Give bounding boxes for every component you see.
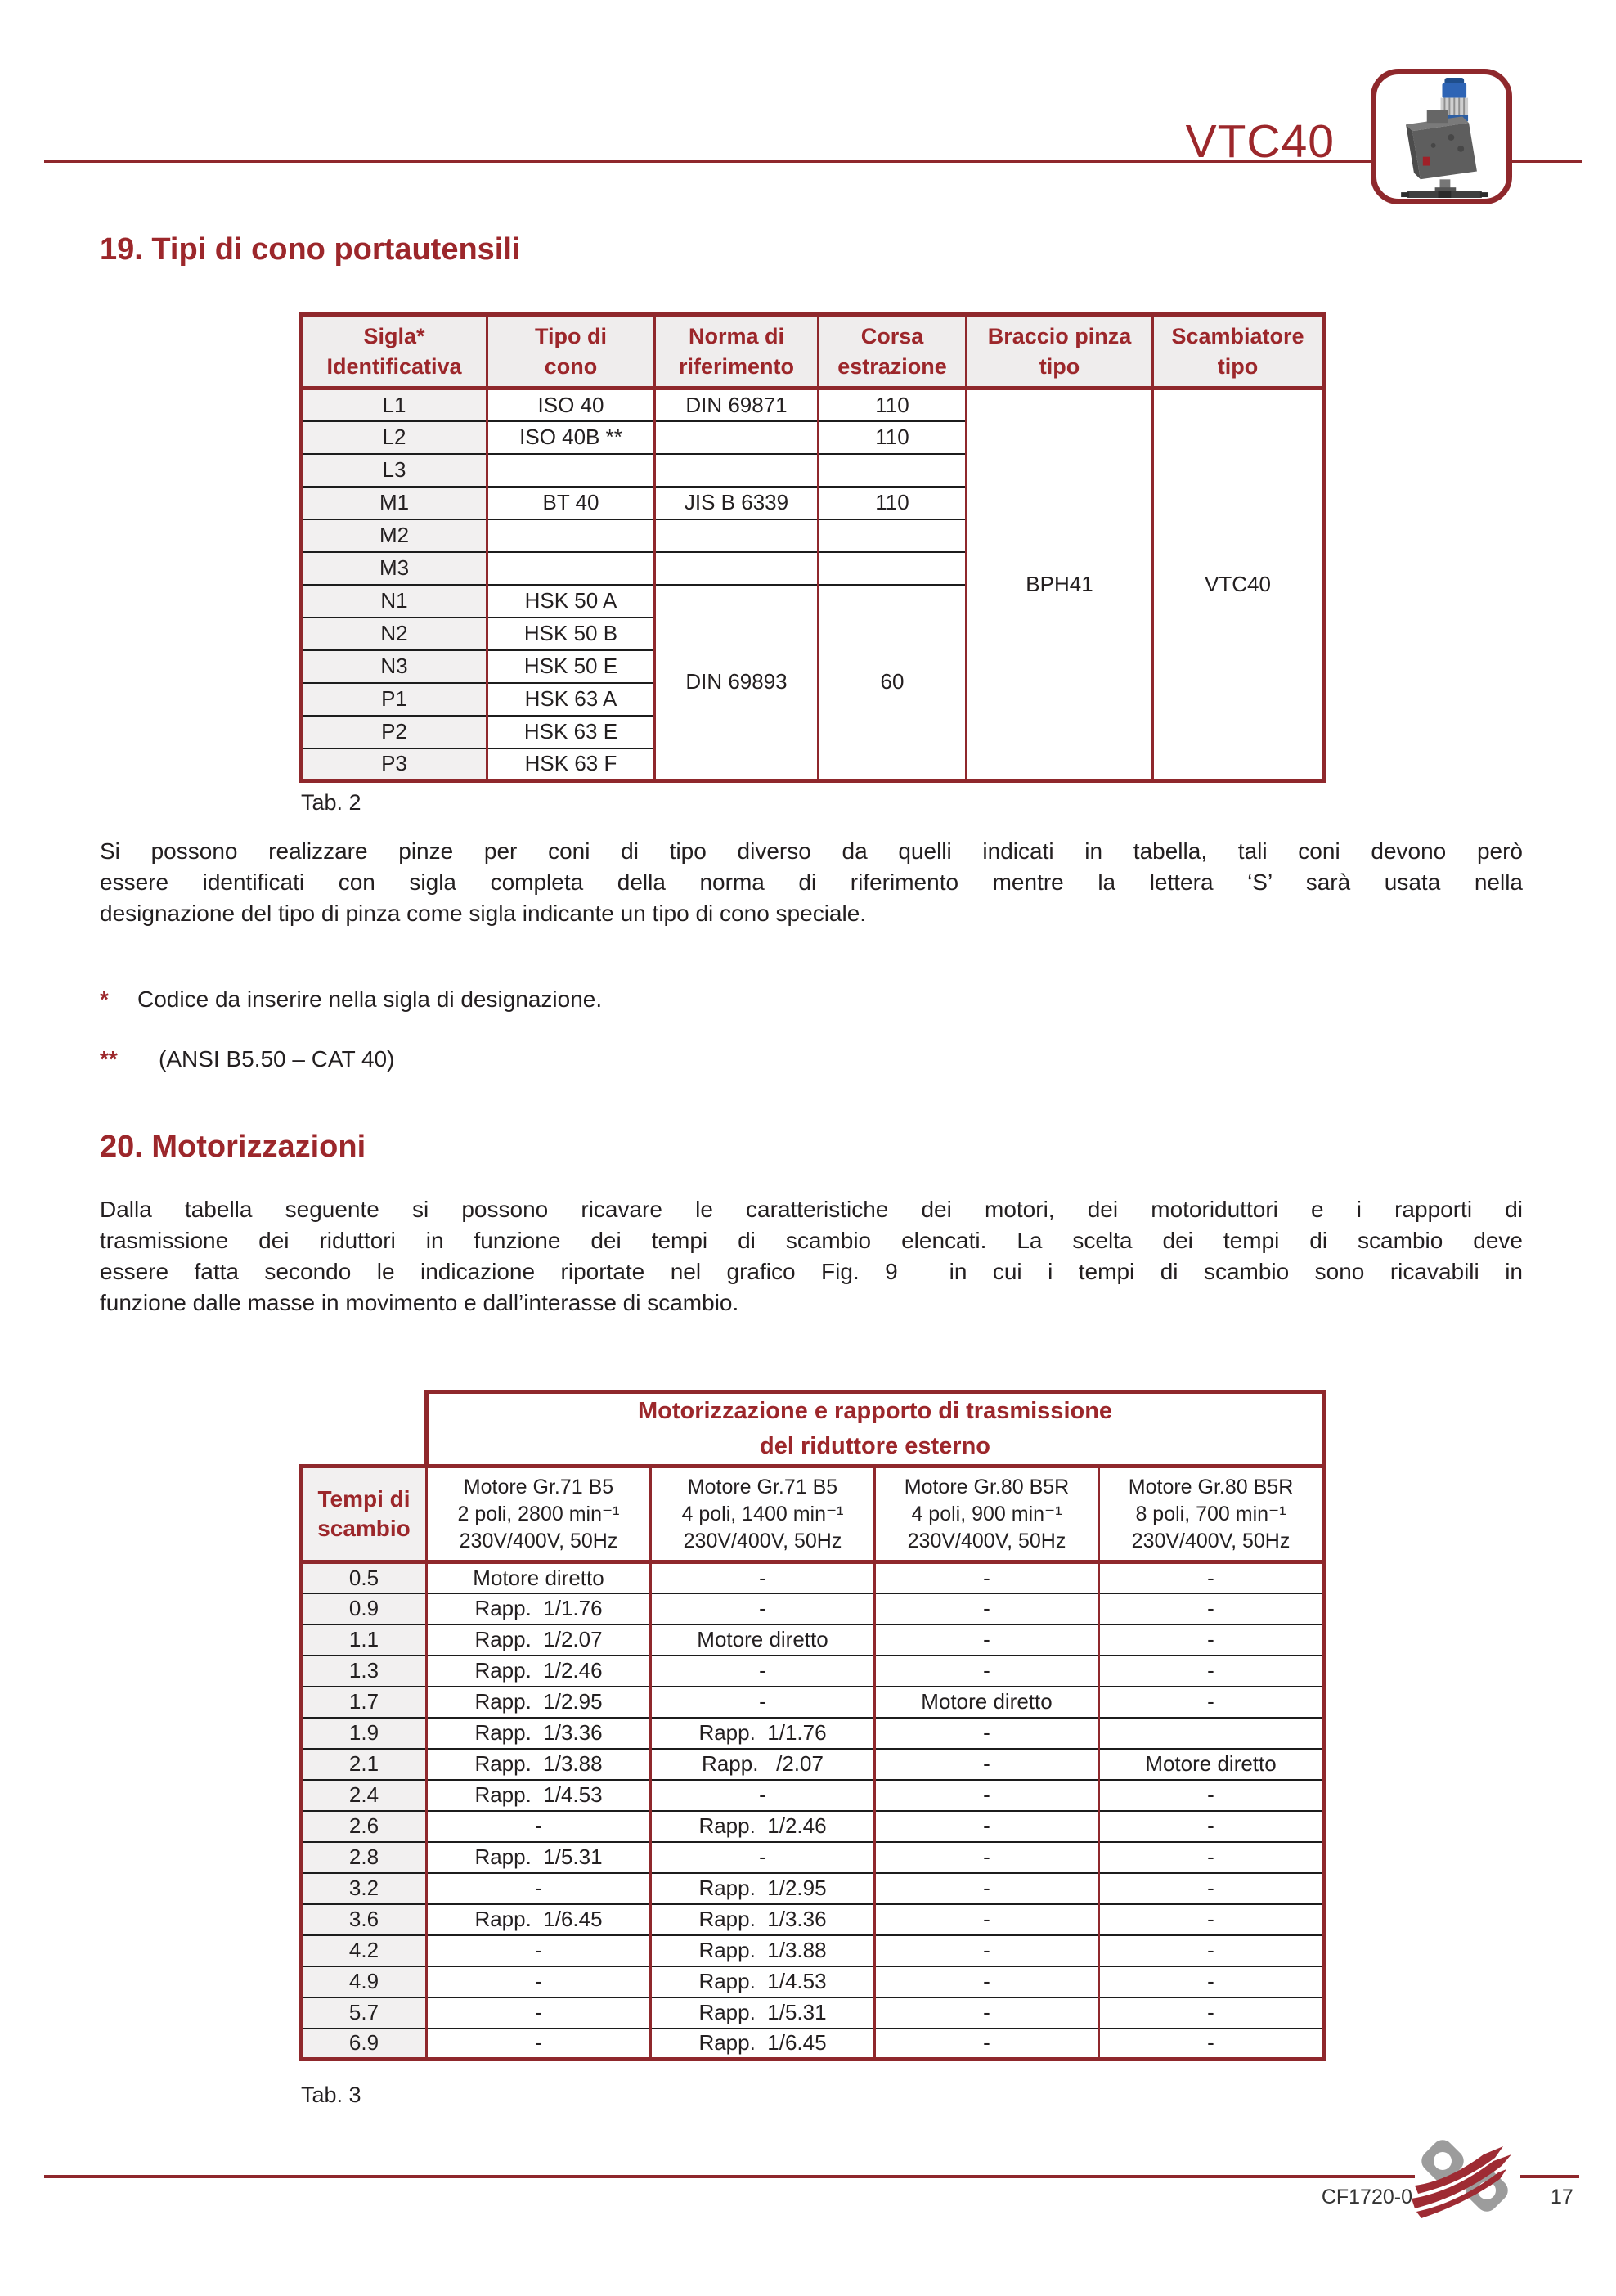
cell-value: Rapp. 1/5.31: [427, 1842, 651, 1873]
motorization-group-header: [427, 1392, 1324, 1467]
col-header-tipo: [487, 315, 655, 389]
cell-value: -: [427, 1811, 651, 1842]
section20-paragraph: [100, 1194, 1523, 1319]
cell-norma: [655, 552, 819, 585]
header-line: scambio: [317, 1516, 411, 1541]
table-row: [301, 1718, 1324, 1749]
cell-value: -: [875, 1997, 1099, 2029]
cell-value: Rapp. /2.07: [651, 1749, 875, 1780]
paragraph-line: trasmissione dei riduttori in funzione dei tempi di scambio elencati. La scelta dei tempi di scambio deve: [100, 1228, 1523, 1253]
cell-corsa: [819, 552, 967, 585]
cell-tempo: 1.9: [301, 1718, 427, 1749]
cell-value: -: [427, 2029, 651, 2060]
cell-value: -: [1099, 1593, 1324, 1624]
cell-tempo: 2.8: [301, 1842, 427, 1873]
table-row: [301, 1687, 1324, 1718]
cell-value: -: [427, 1873, 651, 1904]
section19-paragraph: [100, 836, 1523, 929]
header-line: Tempi di: [317, 1486, 411, 1512]
cell-sigla: N1: [301, 585, 487, 618]
header-line: 230V/400V, 50Hz: [459, 1529, 618, 1552]
table-row: [301, 1873, 1324, 1904]
cell-tipo: HSK 50 E: [487, 650, 655, 683]
cell-norma: [655, 519, 819, 552]
cell-value: -: [427, 1966, 651, 1997]
cell-tempo: 6.9: [301, 2029, 427, 2060]
brand-product-box: [1371, 69, 1512, 204]
paragraph-line: Si possono realizzare pinze per coni di tipo diverso da quelli indicati in tabella, tali coni devono però: [100, 838, 1523, 864]
footer-page-number: 17: [1551, 2186, 1573, 2208]
cell-value: Rapp. 1/2.95: [651, 1873, 875, 1904]
table-row: [301, 1749, 1324, 1780]
cell-value: -: [875, 1811, 1099, 1842]
cell-sigla: L2: [301, 421, 487, 454]
cell-value: Motore diretto: [651, 1624, 875, 1656]
col-header-braccio: [967, 315, 1153, 389]
header-line: cono: [544, 353, 598, 379]
cell-value: -: [875, 1935, 1099, 1966]
cell-value: -: [875, 1749, 1099, 1780]
cell-value: -: [875, 1904, 1099, 1935]
table-row: [301, 1780, 1324, 1811]
cell-value: Rapp. 1/1.76: [427, 1593, 651, 1624]
cell-tipo: ISO 40B **: [487, 421, 655, 454]
cell-norma-merged: DIN 69893: [655, 585, 819, 781]
cell-value: -: [1099, 1624, 1324, 1656]
cell-sigla: L3: [301, 454, 487, 487]
note-asterisk: [100, 986, 602, 1013]
header-line: 230V/400V, 50Hz: [683, 1529, 842, 1552]
cell-sigla: N2: [301, 618, 487, 650]
table2-caption: Tab. 2: [301, 790, 361, 815]
paragraph-line: funzione dalle masse in movimento e dall’interasse di scambio.: [100, 1290, 739, 1315]
cell-tempo: 2.4: [301, 1780, 427, 1811]
cell-value: -: [875, 1842, 1099, 1873]
table-row: [301, 2029, 1324, 2060]
table-row: [301, 1935, 1324, 1966]
cell-sigla: P1: [301, 683, 487, 716]
col-header-corsa: [819, 315, 967, 389]
cell-tempo: 1.7: [301, 1687, 427, 1718]
col-header-sigla: [301, 315, 487, 389]
header-line: Motore Gr.71 B5: [463, 1475, 614, 1498]
cell-sigla: M2: [301, 519, 487, 552]
col-header-norma: [655, 315, 819, 389]
cell-value: -: [1099, 1904, 1324, 1935]
cell-value: -: [1099, 1687, 1324, 1718]
col-header-tempi: [301, 1467, 427, 1562]
cell-sigla: P2: [301, 716, 487, 748]
cell-value: -: [427, 1997, 651, 2029]
header-line: 230V/400V, 50Hz: [1131, 1529, 1291, 1552]
cell-tipo: [487, 454, 655, 487]
cell-corsa-merged: 60: [819, 585, 967, 781]
cell-value: Rapp. 1/1.76: [651, 1718, 875, 1749]
table-row: [301, 1811, 1324, 1842]
table3-caption: Tab. 3: [301, 2083, 361, 2107]
cell-value: -: [1099, 2029, 1324, 2060]
table3-container: [299, 1390, 1326, 2061]
cell-value: -: [651, 1687, 875, 1718]
tool-changer-product-photo: [1376, 74, 1506, 199]
cell-value: -: [875, 1873, 1099, 1904]
cell-value: Motore diretto: [1099, 1749, 1324, 1780]
cell-value: -: [651, 1780, 875, 1811]
col-header-motor-4: [1099, 1467, 1324, 1562]
cone-types-table: [299, 312, 1326, 783]
cell-corsa: [819, 519, 967, 552]
cell-value: -: [1099, 1935, 1324, 1966]
cell-tempo: 0.9: [301, 1593, 427, 1624]
table-row: [301, 1656, 1324, 1687]
table-row: [301, 1562, 1324, 1593]
cell-value: [1099, 1718, 1324, 1749]
cell-value: -: [875, 1656, 1099, 1687]
section20-title: 20. Motorizzazioni: [100, 1130, 366, 1164]
cell-value: -: [651, 1842, 875, 1873]
cell-value: Rapp. 1/2.07: [427, 1624, 651, 1656]
motorization-table: [299, 1390, 1326, 2061]
note-mark: *: [100, 986, 109, 1012]
cell-norma: JIS B 6339: [655, 487, 819, 519]
cell-tempo: 5.7: [301, 1997, 427, 2029]
footer-logo-box: [1408, 2135, 1523, 2220]
cell-tempo: 2.1: [301, 1749, 427, 1780]
cell-tipo: HSK 50 B: [487, 618, 655, 650]
footer-rule-left: [44, 2175, 1415, 2178]
header-line: Tipo di: [535, 323, 607, 348]
col-header-motor-2: [651, 1467, 875, 1562]
cell-sigla: N3: [301, 650, 487, 683]
cell-tempo: 0.5: [301, 1562, 427, 1593]
col-header-motor-1: [427, 1467, 651, 1562]
table-row: [301, 1966, 1324, 1997]
cell-sigla: L1: [301, 389, 487, 421]
note-mark: **: [100, 1046, 118, 1072]
cell-braccio-merged: BPH41: [967, 389, 1153, 781]
footer-rule-right: [1520, 2175, 1579, 2178]
header-line: Motore Gr.80 B5R: [1128, 1475, 1294, 1498]
cell-tempo: 3.2: [301, 1873, 427, 1904]
cell-value: -: [1099, 1873, 1324, 1904]
table-row: [301, 1624, 1324, 1656]
footer-doc-code: CF1720-0: [1321, 2186, 1412, 2208]
cell-tempo: 4.2: [301, 1935, 427, 1966]
col-header-scambiatore: [1153, 315, 1324, 389]
cell-corsa: 110: [819, 389, 967, 421]
company-swoosh-logo: [1408, 2135, 1523, 2220]
header-line: 230V/400V, 50Hz: [907, 1529, 1066, 1552]
cell-value: Motore diretto: [875, 1687, 1099, 1718]
cell-value: -: [875, 1593, 1099, 1624]
cell-tempo: 3.6: [301, 1904, 427, 1935]
header-line: Motore Gr.80 B5R: [904, 1475, 1070, 1498]
cell-value: Rapp. 1/3.88: [427, 1749, 651, 1780]
cell-tipo: BT 40: [487, 487, 655, 519]
cell-value: Rapp. 1/3.88: [651, 1935, 875, 1966]
header-rule-right: [1512, 160, 1582, 163]
header-line: estrazione: [837, 353, 947, 379]
cell-scambiatore-merged: VTC40: [1153, 389, 1324, 781]
cell-value: Rapp. 1/4.53: [427, 1780, 651, 1811]
cell-value: -: [875, 1966, 1099, 1997]
cell-value: -: [651, 1593, 875, 1624]
cell-tempo: 1.3: [301, 1656, 427, 1687]
header-line: del riduttore esterno: [760, 1433, 991, 1459]
cell-value: -: [1099, 1997, 1324, 2029]
cell-tipo: HSK 63 E: [487, 716, 655, 748]
table-row: [301, 389, 1324, 421]
cell-tempo: 2.6: [301, 1811, 427, 1842]
cell-value: -: [875, 1562, 1099, 1593]
cell-tipo: [487, 552, 655, 585]
header-line: tipo: [1217, 353, 1259, 379]
cell-value: -: [1099, 1656, 1324, 1687]
paragraph-line: designazione del tipo di pinza come sigla indicante un tipo di cono speciale.: [100, 901, 867, 926]
cell-tipo: HSK 63 F: [487, 748, 655, 781]
section19-title: 19. Tipi di cono portautensili: [100, 232, 521, 267]
spacer-cell: [301, 1392, 427, 1467]
brand-title: VTC40: [1185, 115, 1335, 168]
cell-corsa: [819, 454, 967, 487]
cell-value: -: [1099, 1811, 1324, 1842]
header-line: 4 poli, 1400 min⁻¹: [681, 1502, 844, 1525]
cell-value: -: [427, 1935, 651, 1966]
cell-tempo: 4.9: [301, 1966, 427, 1997]
cell-norma: [655, 454, 819, 487]
cell-norma: DIN 69871: [655, 389, 819, 421]
table-row: [301, 1593, 1324, 1624]
note-text: (ANSI B5.50 – CAT 40): [159, 1046, 395, 1072]
cell-value: Rapp. 1/3.36: [427, 1718, 651, 1749]
header-line: Corsa: [860, 323, 924, 348]
header-line: 8 poli, 700 min⁻¹: [1135, 1502, 1286, 1525]
cell-value: -: [875, 1624, 1099, 1656]
cell-sigla: M3: [301, 552, 487, 585]
cell-corsa: 110: [819, 421, 967, 454]
cell-value: Rapp. 1/2.46: [651, 1811, 875, 1842]
cell-value: -: [875, 2029, 1099, 2060]
cell-sigla: P3: [301, 748, 487, 781]
cell-value: Motore diretto: [427, 1562, 651, 1593]
cell-norma: [655, 421, 819, 454]
cell-value: -: [1099, 1966, 1324, 1997]
paragraph-line: Dalla tabella seguente si possono ricavare le caratteristiche dei motori, dei motoriduttori e i rapporti di: [100, 1197, 1523, 1222]
cell-tempo: 1.1: [301, 1624, 427, 1656]
col-header-motor-3: [875, 1467, 1099, 1562]
cell-value: Rapp. 1/3.36: [651, 1904, 875, 1935]
cell-value: -: [1099, 1842, 1324, 1873]
table3-column-header-row: [301, 1467, 1324, 1562]
cell-tipo: [487, 519, 655, 552]
cell-value: -: [875, 1780, 1099, 1811]
table-row: [301, 1904, 1324, 1935]
header-line: Norma di: [688, 323, 785, 348]
cell-value: -: [1099, 1562, 1324, 1593]
table3-top-header-row: [301, 1392, 1324, 1467]
table2-header-row: [301, 315, 1324, 389]
header-line: Sigla*: [363, 323, 425, 348]
note-text: Codice da inserire nella sigla di designazione.: [137, 986, 603, 1012]
table-row: [301, 1997, 1324, 2029]
cell-value: Rapp. 1/2.95: [427, 1687, 651, 1718]
note-double-asterisk: [100, 1046, 394, 1072]
table-row: [301, 1842, 1324, 1873]
header-line: Scambiatore: [1171, 323, 1304, 348]
cell-value: Rapp. 1/6.45: [427, 1904, 651, 1935]
table2-container: [299, 312, 1326, 783]
header-line: Braccio pinza: [987, 323, 1132, 348]
cell-value: Rapp. 1/5.31: [651, 1997, 875, 2029]
header-line: 4 poli, 900 min⁻¹: [911, 1502, 1062, 1525]
cell-tipo: HSK 50 A: [487, 585, 655, 618]
cell-value: Rapp. 1/2.46: [427, 1656, 651, 1687]
cell-value: Rapp. 1/4.53: [651, 1966, 875, 1997]
cell-value: Rapp. 1/6.45: [651, 2029, 875, 2060]
header-line: riferimento: [678, 353, 795, 379]
header-line: 2 poli, 2800 min⁻¹: [457, 1502, 620, 1525]
cell-value: -: [651, 1656, 875, 1687]
header-line: Motorizzazione e rapporto di trasmissione: [637, 1398, 1113, 1424]
header-line: Motore Gr.71 B5: [687, 1475, 838, 1498]
cell-sigla: M1: [301, 487, 487, 519]
header-line: Identificativa: [326, 353, 462, 379]
cell-tipo: ISO 40: [487, 389, 655, 421]
cell-corsa: 110: [819, 487, 967, 519]
cell-tipo: HSK 63 A: [487, 683, 655, 716]
cell-value: -: [1099, 1780, 1324, 1811]
cell-value: -: [875, 1718, 1099, 1749]
paragraph-line: essere fatta secondo le indicazione riportate nel grafico Fig. 9 in cui i tempi di scambio sono ricavabili in: [100, 1259, 1523, 1284]
paragraph-line: essere identificati con sigla completa della norma di riferimento mentre la lettera ‘S’ sarà usata nella: [100, 869, 1523, 895]
header-line: tipo: [1039, 353, 1080, 379]
cell-value: -: [651, 1562, 875, 1593]
